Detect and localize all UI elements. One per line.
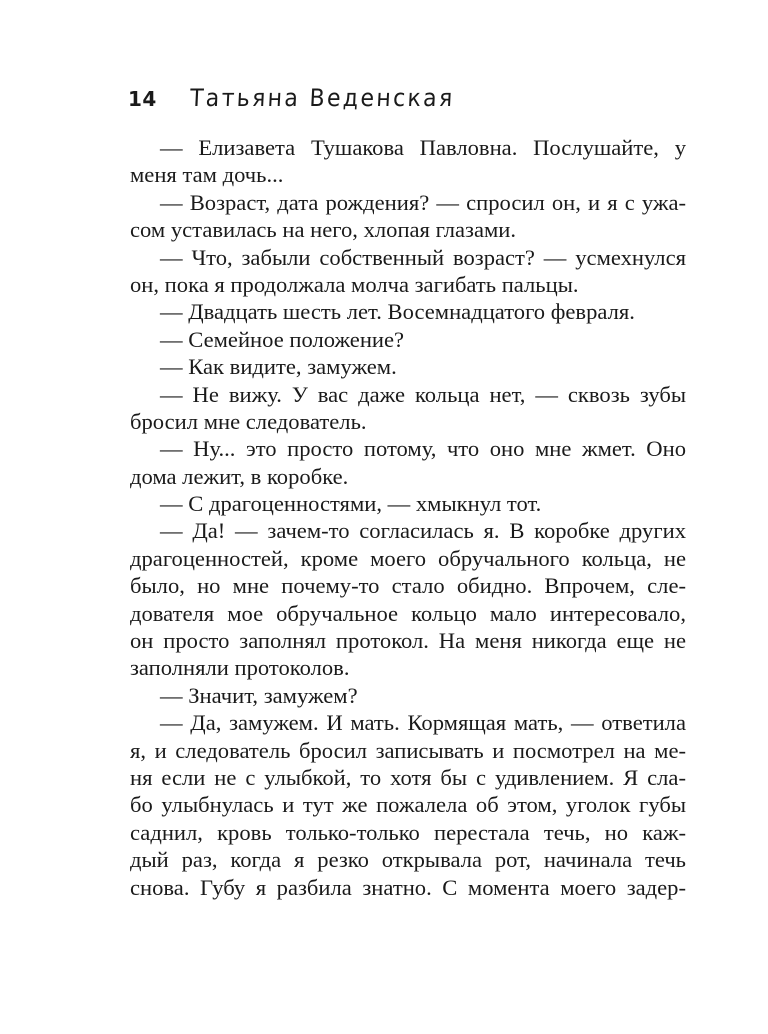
- page-number: 14: [128, 87, 157, 111]
- text-line: дый раз, когда я резко открывала рот, начинала течь: [130, 847, 686, 873]
- text-line: — Ну... это просто потому, что оно мне жмет. Оно: [160, 436, 686, 462]
- text-line: дома лежит, в коробке.: [130, 463, 349, 489]
- text-line: бросил мне следователь.: [130, 408, 367, 434]
- running-head: [128, 84, 478, 118]
- text-line: — Возраст, дата рождения? — спросил он, и я с ужа-: [160, 189, 686, 215]
- text-line: было, но мне почему-то стало обидно. Впрочем, сле-: [130, 573, 686, 599]
- text-line: драгоценностей, кроме моего обручального кольца, не: [130, 545, 686, 571]
- text-line: саднил, кровь только-только перестала течь, но каж-: [130, 819, 686, 845]
- text-line: он, пока я продолжала молча загибать пальцы.: [130, 271, 579, 297]
- text-line: бо улыбнулась и тут же пожалела об этом, уголок губы: [130, 792, 686, 818]
- text-line: — Значит, замужем?: [160, 682, 358, 708]
- text-line: — Да, замужем. И мать. Кормящая мать, — ответила: [160, 710, 686, 736]
- text-line: — Как видите, замужем.: [160, 354, 397, 380]
- text-line: дователя мое обручальное кольцо мало интересовало,: [130, 600, 686, 626]
- text-line: — С драгоценностями, — хмыкнул тот.: [160, 491, 542, 517]
- text-line: — Семейное положение?: [160, 326, 405, 352]
- text-line: он просто заполнял протокол. На меня никогда еще не: [130, 628, 686, 654]
- text-line: заполняли протоколов.: [130, 655, 350, 681]
- text-line: — Не вижу. У вас даже кольца нет, — сквозь зубы: [160, 381, 686, 407]
- body-text: [130, 134, 686, 901]
- book-author: Татьяна Веденская: [189, 84, 456, 112]
- text-line: я, и следователь бросил записывать и посмотрел на ме-: [130, 737, 686, 763]
- text-line: снова. Губу я разбила знатно. С момента моего задер-: [130, 874, 686, 900]
- text-line: — Елизавета Тушакова Павловна. Послушайте, у: [160, 135, 686, 160]
- text-line: сом уставилась на него, хлопая глазами.: [130, 217, 517, 243]
- text-line: ня если не с улыбкой, то хотя бы с удивлением. Я сла-: [130, 764, 686, 790]
- text-line: — Что, забыли собственный возраст? — усмехнулся: [160, 244, 686, 270]
- text-line: меня там дочь...: [130, 162, 284, 188]
- text-line: — Двадцать шесть лет. Восемнадцатого февраля.: [160, 299, 635, 325]
- text-line: — Да! — зачем-то согласилась я. В коробке других: [160, 518, 686, 544]
